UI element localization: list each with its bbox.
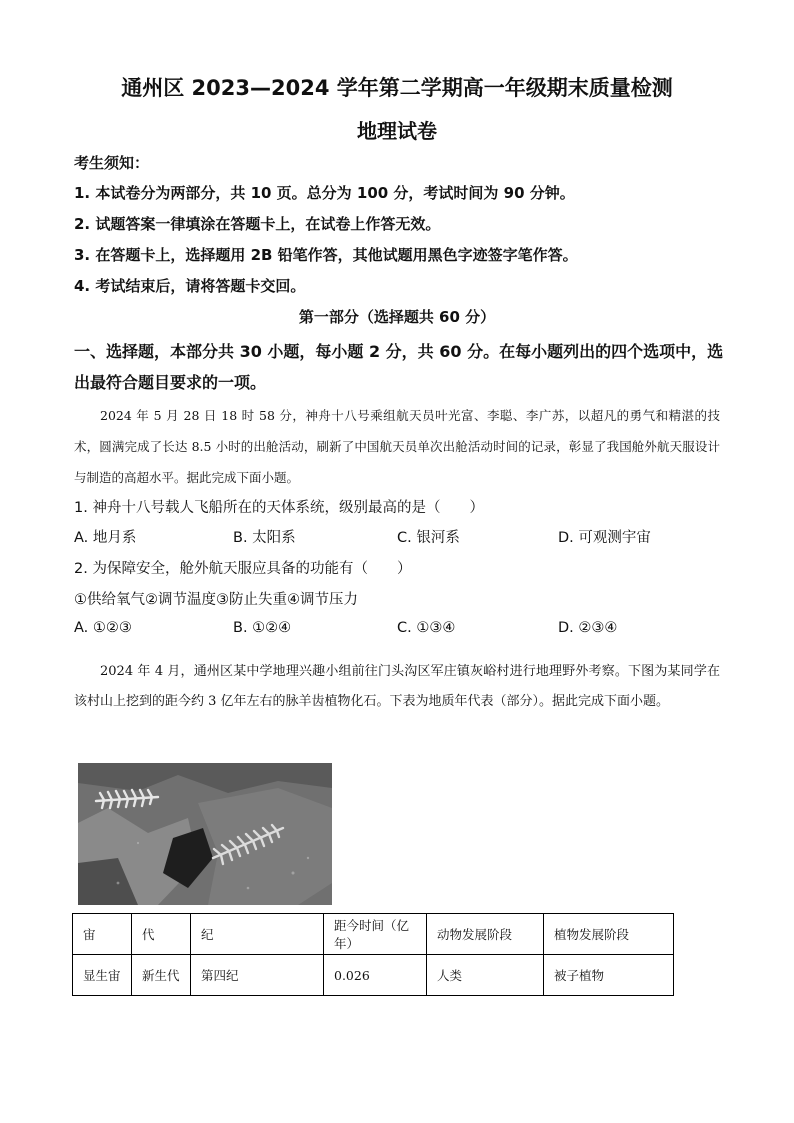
- section-instructions: 一、选择题，本部分共 30 小题，每小题 2 分，共 60 分。在每小题列出的四个选项中，选出最符合题目要求的一项。: [74, 342, 724, 392]
- notice-item-4: 4. 考试结束后，请将答题卡交回。: [74, 277, 306, 295]
- table-header-row: [73, 914, 674, 955]
- subject-title: 地理试卷: [357, 119, 437, 143]
- notice-item-2: 2. 试题答案一律填涂在答题卡上，在试卷上作答无效。: [74, 215, 441, 233]
- passage-fossil: 2024 年 4 月，通州区某中学地理兴趣小组前往门头沟区军庄镇灰峪村进行地理野外考察。下图为某同学在该村山上挖到的距今约 3 亿年左右的脉羊齿植物化石。下表为地质年代表（部分）。据此完成下面小题。: [74, 664, 720, 709]
- q1-option-d[interactable]: D. 可观测宇宙: [558, 530, 651, 546]
- notice-heading: 考生须知：: [74, 154, 150, 172]
- header-era: 代: [132, 914, 191, 955]
- q1-option-c[interactable]: C. 银河系: [397, 530, 460, 546]
- header-animal: 动物发展阶段: [427, 914, 544, 955]
- table-row: [73, 955, 674, 996]
- question-2-conditions: ①供给氧气②调节温度③防止失重④调节压力: [74, 592, 358, 608]
- passage-shenzhou: 2024 年 5 月 28 日 18 时 58 分，神舟十八号乘组航天员叶光富、李聪、李广苏，以超凡的勇气和精湛的技术，圆满完成了长达 8.5 小时的出舱活动，刷新了中国航天员单次出舱活动时间的记录，彰显了我国舱外航天服设计与制造的高超水平。据此完成下面小题。: [74, 408, 720, 485]
- header-time: 距今时间（亿年）: [324, 914, 427, 955]
- fossil-rock-image: [78, 763, 332, 905]
- q1-option-b[interactable]: B. 太阳系: [233, 530, 296, 546]
- notice-item-1: 1. 本试卷分为两部分，共 10 页。总分为 100 分，考试时间为 90 分钟。: [74, 184, 575, 202]
- fern-fossil-photo: [78, 763, 332, 905]
- cell-animal: 人类: [427, 955, 544, 996]
- notice-item-3: 3. 在答题卡上，选择题用 2B 铅笔作答，其他试题用黑色字迹签字笔作答。: [74, 246, 578, 264]
- q1-option-a[interactable]: A. 地月系: [74, 530, 137, 546]
- cell-period: 第四纪: [191, 955, 324, 996]
- part-one-heading: 第一部分（选择题共 60 分）: [298, 308, 496, 326]
- cell-eon: 显生宙: [73, 955, 132, 996]
- header-period: 纪: [191, 914, 324, 955]
- exam-title: 通州区 2023—2024 学年第二学期高一年级期末质量检测: [121, 76, 673, 100]
- q2-option-c[interactable]: C. ①③④: [397, 620, 456, 636]
- header-plant: 植物发展阶段: [544, 914, 674, 955]
- question-2-stem: 2. 为保障安全，舱外航天服应具备的功能有（ ）: [74, 561, 412, 577]
- question-1-stem: 1. 神舟十八号载人飞船所在的天体系统，级别最高的是（ ）: [74, 500, 484, 516]
- cell-plant: 被子植物: [544, 955, 674, 996]
- q2-option-a[interactable]: A. ①②③: [74, 620, 132, 636]
- cell-time: 0.026: [324, 955, 427, 996]
- q2-option-d[interactable]: D. ②③④: [558, 620, 618, 636]
- header-eon: 宙: [73, 914, 132, 955]
- geologic-time-table: [72, 913, 674, 996]
- cell-era: 新生代: [132, 955, 191, 996]
- q2-option-b[interactable]: B. ①②④: [233, 620, 292, 636]
